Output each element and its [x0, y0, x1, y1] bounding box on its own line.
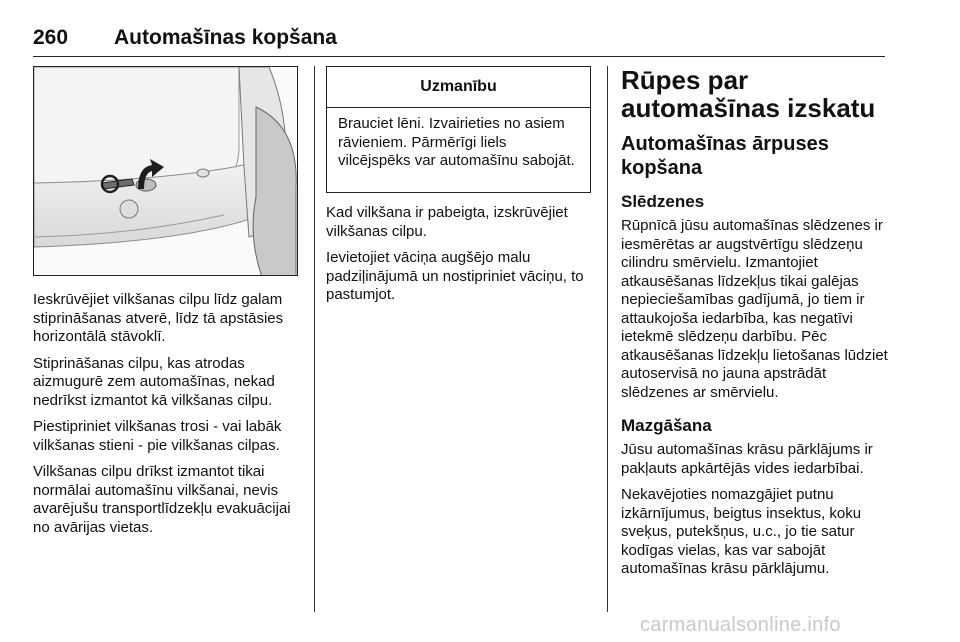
page-title: Automašīnas kopšana	[114, 26, 337, 49]
right-column	[621, 66, 891, 587]
paragraph: Ieskrūvējiet vilkšanas cilpu līdz galam stiprināšanas atverē, līdz tā apstāsies horizontālā stāvoklī.	[33, 291, 284, 345]
rear-bumper-drawing	[34, 67, 298, 276]
section-heading: Rūpes par automašīnas izskatu	[621, 65, 876, 123]
warning-title: Uzmanību	[327, 67, 590, 108]
towing-eye-illustration	[33, 66, 298, 276]
paragraph: Jūsu automašīnas krāsu pārklājums ir pakļauts apkārtējās vides iedarbībai.	[621, 441, 873, 477]
warning-text: Brauciet lēni. Izvairieties no asiem rāvieniem. Pārmērīgi liels vilcējspēks var automašīnu sabojāt.	[338, 115, 575, 169]
paragraph: Piestipriniet vilkšanas trosi - vai labāk vilkšanas stieni - pie vilkšanas cilpas.	[33, 418, 282, 454]
washing-heading: Mazgāšana	[621, 416, 712, 435]
watermark: carmanualsonline.info	[640, 614, 841, 636]
column-divider	[607, 66, 608, 612]
paragraph: Ievietojiet vāciņa augšējo malu padziļinājumā un nostipriniet vāciņu, to pastumjot.	[326, 249, 584, 303]
paragraph: Rūpnīcā jūsu automašīnas slēdzenes ir iesmērētas ar augstvērtīgu slēdzeņu cilindru smērvielu. Izmantojiet atkausēšanas līdzekļus tikai galējas nepieciešamības gadījumā, jo tiem ir attaukojoša iedarbība, kas negatīvi ietekmē slēdzeņu darbību. Pēc atkausēšanas līdzekļu lietošanas lūdziet autoservisā no jauna apstrādāt slēdzenes ar smērvielu.	[621, 217, 888, 401]
warning-box	[326, 66, 591, 193]
section-subheading: Automašīnas ārpuses kopšana	[621, 133, 829, 179]
left-column	[33, 291, 301, 545]
paragraph: Vilkšanas cilpu drīkst izmantot tikai normālai automašīnu vilkšanai, nevis avarējušu transportlīdzekļu evakuācijai no avārijas vietas.	[33, 463, 291, 536]
locks-heading: Slēdzenes	[621, 192, 705, 211]
page-number: 260	[33, 26, 69, 49]
paragraph: Nekavējoties nomazgājiet putnu izkārnījumus, beigtus insektus, koku sveķus, putekšņus, u.c., jo tie satur kodīgas vielas, kas var sabojāt automašīnas krāsu pārklājumu.	[621, 486, 862, 577]
middle-column	[326, 204, 594, 313]
page-header	[33, 22, 885, 57]
column-divider	[314, 66, 315, 612]
paragraph: Kad vilkšana ir pabeigta, izskrūvējiet vilkšanas cilpu.	[326, 204, 568, 240]
paragraph: Stiprināšanas cilpu, kas atrodas aizmugurē zem automašīnas, nekad nedrīkst izmantot kā vilkšanas cilpu.	[33, 354, 275, 409]
